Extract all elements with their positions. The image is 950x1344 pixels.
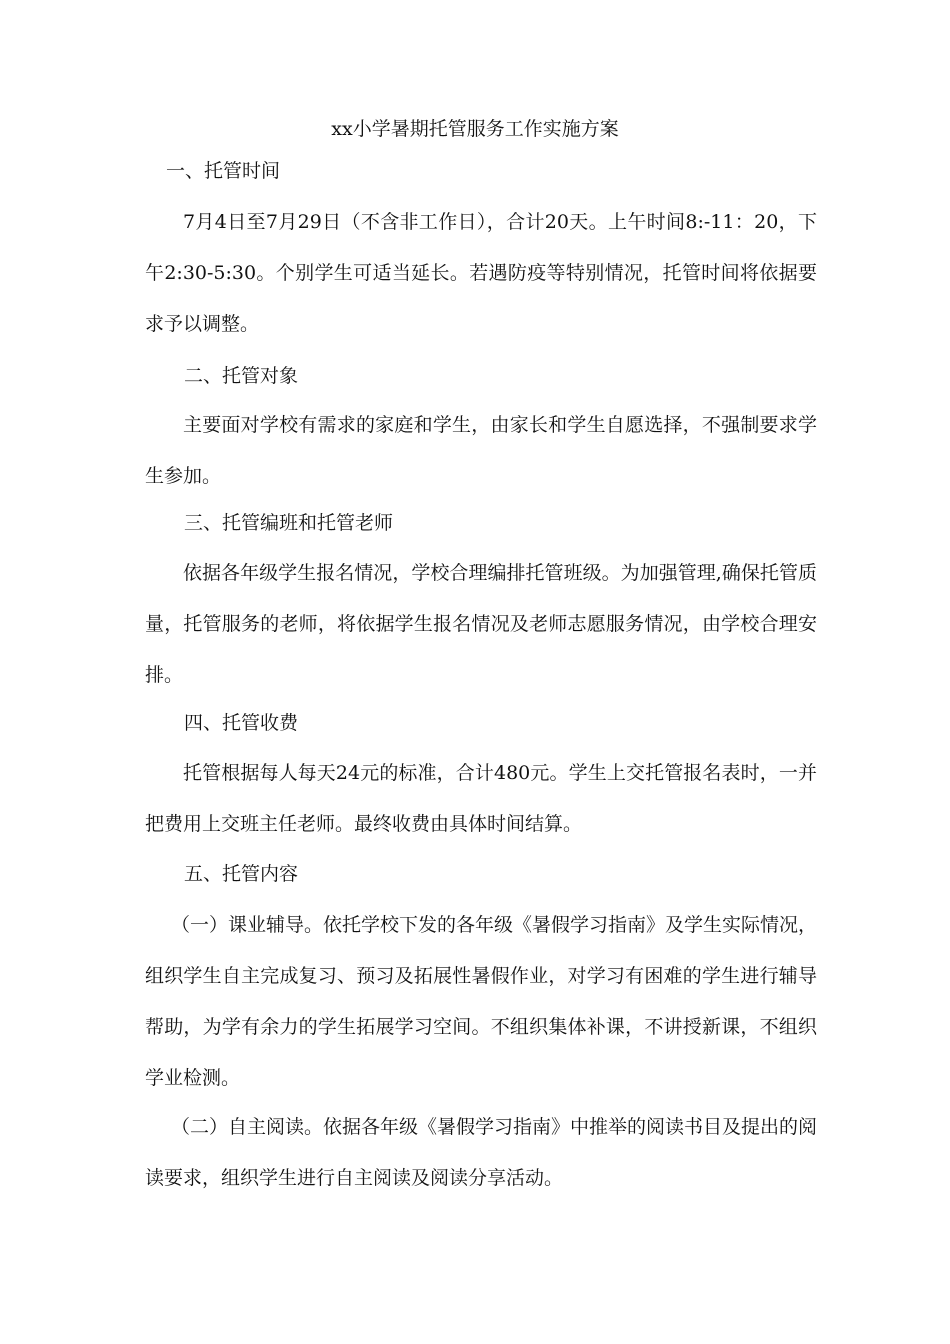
paragraph-fees: 托管根据每人每天24元的标准，合计480元。学生上交托管报名表时，一并把费用上交班主任老师。最终收费由具体时间结算。 (145, 762, 817, 835)
paragraph-target: 主要面对学校有需求的家庭和学生，由家长和学生自愿选择，不强制要求学生参加。 (145, 414, 817, 487)
paragraph-independent-reading: （二）自主阅读。依据各年级《暑假学习指南》中推举的阅读书目及提出的阅读要求，组织学生进行自主阅读及阅读分享活动。 (145, 1116, 818, 1189)
paragraph-time: 7月4日至7月29日（不含非工作日），合计20天。上午时间8:-11：20，下午2:30-5:30。个别学生可适当延长。若遇防疫等特别情况，托管时间将依据要求予以调整。 (145, 211, 817, 335)
paragraph-homework-tutoring: （一）课业辅导。依托学校下发的各年级《暑假学习指南》及学生实际情况，组织学生自主完成复习、预习及拓展性暑假作业，对学习有困难的学生进行辅导帮助，为学有余力的学生拓展学习空间。不组织集体补课，不讲授新课，不组织学业检测。 (145, 914, 818, 1089)
section-heading-fees: 四、托管收费 (184, 712, 299, 734)
section-heading-time: 一、托管时间 (166, 160, 281, 182)
section-heading-content: 五、托管内容 (184, 863, 299, 885)
section-heading-target: 二、托管对象 (184, 365, 299, 387)
document-title: xx小学暑期托管服务工作实施方案 (331, 118, 619, 140)
paragraph-classes: 依据各年级学生报名情况，学校合理编排托管班级。为加强管理,确保托管质量，托管服务的老师，将依据学生报名情况及老师志愿服务情况，由学校合理安排。 (145, 562, 817, 686)
section-heading-classes: 三、托管编班和托管老师 (184, 512, 394, 534)
